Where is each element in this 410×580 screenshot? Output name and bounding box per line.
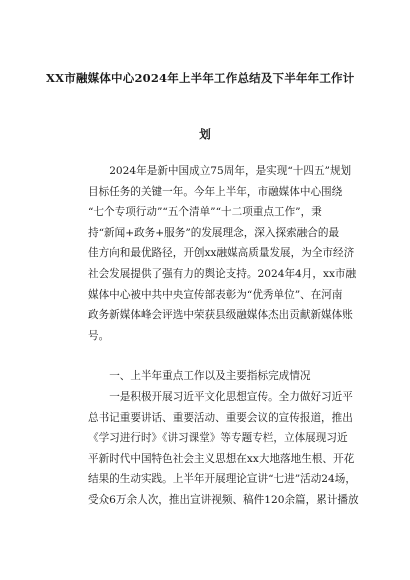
section-heading: 一、上半年重点工作以及主要指标完成情况 — [109, 370, 311, 382]
body-paragraph: 一是积极开展习近平文化思想宣传。全力做好习近平 总书记重要讲话、重要活动、重要会议的宣传报道，推出 《学习进行时》《讲习课堂》等专题专栏，立体展现习近 平新时代中国特色社会主义思想在xx大地落地生根、开花 结果的生动实践。上半年开展理论宣讲“七进”活动24场， 受众6万余人次，推出宣讲视频、稿件120余篇，累计播放 — [88, 391, 359, 506]
intro-paragraph: 2024年是新中国成立75周年，是实现“十四五”规划 目标任务的关键一年。今年上半年，市融媒体中心围绕 “七个专项行动”“五个清单”“十二项重点工作”，秉 持“新闻+政务+服务”的发展理念，深入探索融合的最 佳方向和最优路径，开创xx融媒高质量发展，为全市经济 社会发展提供了强有力的舆论支持。2024年4月，xx市融 媒体中心被中共中央宣传部表彰为“优秀单位”、在河南 政务新媒体峰会评选中荣获县级融媒体杰出贡献新媒体账 号。 — [88, 165, 357, 342]
document-title-continuation: 划 — [199, 127, 211, 141]
document-title: XX市融媒体中心2024年上半年工作总结及下半年年工作计 — [46, 71, 355, 85]
